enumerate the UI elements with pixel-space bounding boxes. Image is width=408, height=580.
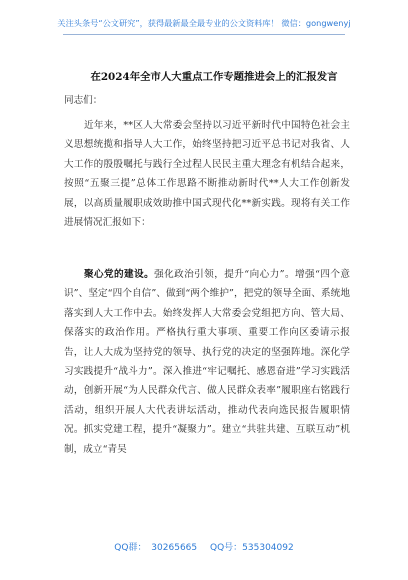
paragraph-lead-heading: 聚心党的建设。 <box>84 269 155 280</box>
header-divider <box>63 34 345 35</box>
salutation: 同志们： <box>64 95 103 106</box>
paragraph-party-building <box>64 265 350 459</box>
document-title: 在2024年全市人大重点工作专题推进会上的汇报发言 <box>90 71 338 83</box>
footer-qq-number: QQ号：535304092 <box>210 543 294 553</box>
paragraph-body: 强化政治引领，提升“向心力”。增强“四个意识”、坚定“四个自信”、做到“两个维护”，把党的领导全面、系统地落实到人大工作中去。始终发挥人大常委会党组把方向、管大局、保落实的政治作用。严格执行重大事项、重要工作向区委请示报告，让人大成为坚持党的领导、执行党的决定的坚强阵地。深化学习实践提升“战斗力”。深入推进“牢记嘱托、感恩奋进”学习实践活动，创新开展“为人民群众代言、做人民群众表率”履职座右铭践行活动，组织开展人大代表讲坛活动，推动代表向选民报告履职情况。抓实党建工程，提升“凝聚力”。建立“共驻共建、互联互动”机制，成立“青吴 <box>64 269 350 455</box>
header-notice: 关注头条号“公文研究”，获得最新最全最专业的公文资料库！ 微信：gongwenyj <box>57 18 351 28</box>
footer-qq-group: QQ群： 30265665 <box>114 543 198 553</box>
paragraph-intro: 近年来，**区人大常委会坚持以习近平新时代中国特色社会主义思想统揽和指导人大工作，始终坚持把习近平总书记对我省、人大工作的殷殷嘱托与践行全过程人民民主重大理念有机结合起来，按照“五聚三提”总体工作思路不断推动新时代**人大工作创新发展，以高质量履职成效助推中国式现代化**新实践。现将有关工作进展情况汇报如下： <box>64 120 350 229</box>
footer-contact <box>0 540 408 553</box>
